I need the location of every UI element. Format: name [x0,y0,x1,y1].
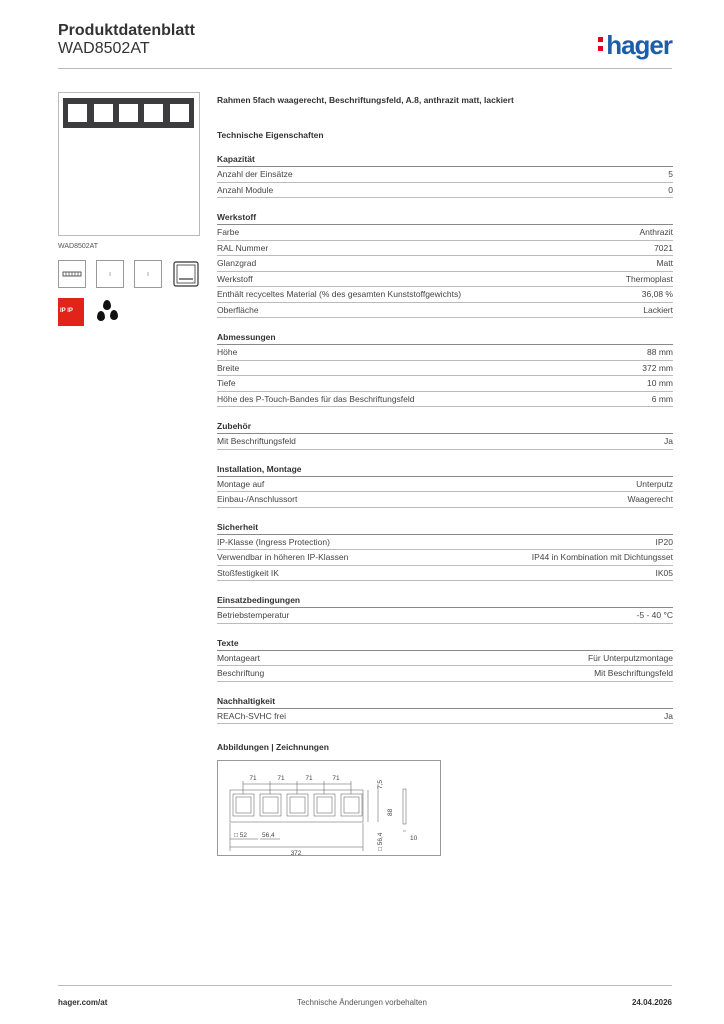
main-content [217,95,673,856]
property-value: 36,08 % [641,289,673,299]
property-value: 5 [668,169,673,179]
group-title: Installation, Montage [217,464,673,477]
dim-height: 88 [387,808,394,816]
dim-pitch-4: 71 [332,775,340,782]
product-code: WAD8502AT [58,40,150,57]
property-value: Anthrazit [639,227,673,237]
property-label: Farbe [217,227,240,237]
property-row [217,241,673,257]
property-value: 10 mm [647,378,673,388]
protection-icons [58,298,202,326]
dim-width: 372 [290,850,302,855]
property-label: Höhe des P-Touch-Bandes für das Beschriftungsfeld [217,393,415,404]
dim-square-outer: 56,4 [262,832,275,839]
logo-text: hager [606,30,672,60]
property-row [217,608,673,624]
property-label: Enthält recyceltes Material (% des gesamten Kunststoffgewichts) [217,289,462,299]
group-title: Sicherheit [217,522,673,535]
property-row [217,287,673,303]
property-value: IK05 [655,567,673,578]
dim-square-inner: □ 52 [234,832,247,839]
property-value: 6 mm [651,393,673,404]
ip-badge-text: IP IP [60,308,73,314]
property-group [217,696,673,725]
property-value: 7021 [654,242,673,253]
water-drops-icon [94,298,122,326]
group-title: Nachhaltigkeit [217,696,673,709]
property-value: IP44 in Kombination mit Dichtungsset [531,552,673,562]
property-label: Einbau-/Anschlussort [217,494,298,504]
property-value: Waagerecht [627,494,673,504]
property-value: Ja [664,436,673,446]
property-row [217,434,673,450]
property-row [217,345,673,361]
property-row [217,651,673,667]
property-value: Matt [656,258,673,268]
property-label: Anzahl der Einsätze [217,169,293,179]
group-title: Zubehör [217,421,673,434]
dim-pitch-3: 71 [305,775,313,782]
property-value: Thermoplast [625,273,673,284]
property-row [217,550,673,566]
property-label: Stoßfestigkeit IK [217,567,279,578]
property-value: Lackiert [643,304,673,315]
property-group [217,464,673,508]
property-group [217,332,673,407]
vertical-mount-icon [96,260,124,288]
property-label: Montage auf [217,478,265,489]
property-group [217,154,673,198]
property-label: Beschriftung [217,668,265,678]
property-row [217,272,673,288]
dim-pitch-1: 71 [249,775,257,782]
property-row [217,303,673,319]
property-row [217,183,673,199]
property-row [217,392,673,408]
property-row [217,709,673,725]
property-label: Betriebstemperatur [217,610,290,620]
image-caption: WAD8502AT [58,243,99,250]
property-value: Für Unterputzmontage [587,652,673,663]
property-group [217,212,673,318]
footer-website-link[interactable]: hager.com/at [58,998,108,1007]
group-title: Abmessungen [217,332,673,345]
property-label: Verwendbar in höheren IP-Klassen [217,552,349,562]
footer-disclaimer: Technische Änderungen vorbehalten [297,998,427,1007]
dim-depth: 10 [410,835,418,842]
single-line-icon [134,260,162,288]
property-label: Breite [217,362,240,373]
property-row [217,666,673,682]
property-value: -5 - 40 °C [636,610,673,620]
product-image [58,92,200,236]
property-label: Werkstoff [217,273,253,284]
drawing-heading: Abbildungen | Zeichnungen [217,742,329,752]
property-groups [217,154,673,724]
property-value: Ja [664,710,673,721]
property-value: 372 mm [642,362,673,373]
header-divider [58,68,672,69]
property-row [217,376,673,392]
property-label: Oberfläche [217,304,259,315]
group-title: Werkstoff [217,212,673,225]
property-value: 88 mm [647,347,673,357]
property-group [217,522,673,582]
frame-shape-icon [172,260,200,288]
label-strip-icon [58,260,86,288]
property-row [217,256,673,272]
sidebar [58,92,202,326]
property-value: Mit Beschriftungsfeld [594,668,673,678]
property-label: RAL Nummer [217,242,269,253]
feature-icons [58,260,202,288]
dim-top-offset: 7,5 [377,779,384,789]
property-label: Höhe [217,347,238,357]
property-label: Tiefe [217,378,236,388]
property-group [217,638,673,682]
drawing-svg [218,761,440,855]
property-row [217,535,673,551]
tech-heading: Technische Eigenschaften [217,130,324,140]
ip-rating-icon [58,298,84,326]
group-title: Einsatzbedingungen [217,595,673,608]
property-row [217,225,673,241]
property-row [217,492,673,508]
property-row [217,566,673,582]
property-label: Montageart [217,652,260,663]
logo-dots-icon [598,37,604,55]
property-label: IP-Klasse (Ingress Protection) [217,536,330,547]
footer-divider [58,985,672,986]
property-value: IP20 [655,536,673,547]
property-value: Unterputz [636,478,673,489]
footer-date: 24.04.2026 [631,998,672,1007]
property-group [217,421,673,450]
dim-pitch-2: 71 [277,775,285,782]
property-row [217,477,673,493]
property-label: Mit Beschriftungsfeld [217,436,296,446]
product-description: Rahmen 5fach waagerecht, Beschriftungsfeld, A.8, anthrazit matt, lackiert [217,95,514,105]
property-group [217,595,673,624]
technical-drawing [217,760,441,856]
property-row [217,167,673,183]
hager-logo[interactable] [598,30,672,61]
property-value: 0 [668,184,673,195]
property-label: Glanzgrad [217,258,257,268]
group-title: Kapazität [217,154,673,167]
property-row [217,361,673,377]
page-title: Produktdatenblatt [58,22,195,39]
property-label: Anzahl Module [217,184,274,195]
frame-picture [63,98,194,128]
dim-square-side: □ 56,4 [377,832,384,851]
property-label: REACh-SVHC frei [217,710,286,721]
group-title: Texte [217,638,673,651]
